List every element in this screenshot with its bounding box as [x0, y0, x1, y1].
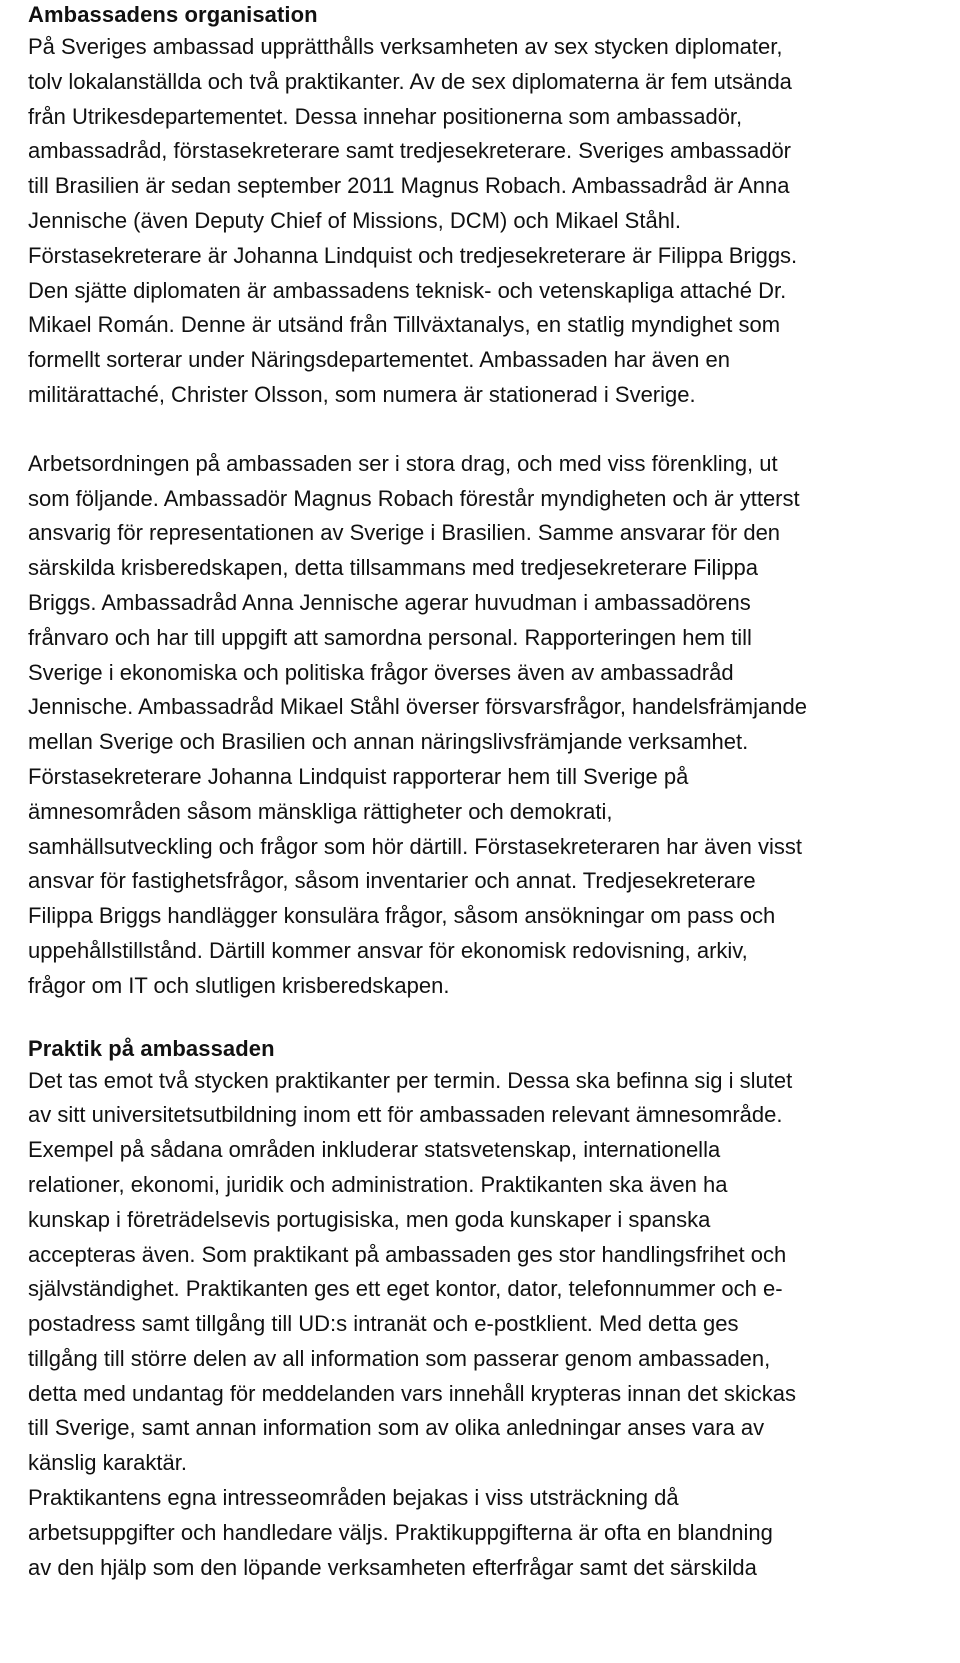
paragraph: [28, 447, 960, 1004]
paragraph: [28, 1481, 960, 1585]
text-line: mellan Sverige och Brasilien och annan näringslivsfrämjande verksamhet.: [28, 729, 749, 755]
section-ambassadens-organisation: [28, 0, 960, 1004]
text-line: ansvarig för representationen av Sverige i Brasilien. Samme ansvarar för den: [28, 520, 781, 546]
text-line: På Sveriges ambassad upprätthålls verksamheten av sex stycken diplomater,: [28, 34, 783, 59]
text-line: Filippa Briggs handlägger konsulära frågor, såsom ansökningar om pass och: [28, 903, 776, 929]
text-line: Förstasekreterare Johanna Lindquist rapporterar hem till Sverige på: [28, 763, 689, 789]
text-line: Det tas emot två stycken praktikanter per termin. Dessa ska befinna sig i slutet: [28, 1067, 793, 1093]
section-heading: Praktik på ambassaden: [28, 1035, 275, 1061]
section-heading: Ambassadens organisation: [28, 2, 318, 27]
text-line: Arbetsordningen på ambassaden ser i stora drag, och med viss förenkling, ut: [28, 450, 778, 476]
text-line: Jennische (även Deputy Chief of Missions, DCM) och Mikael Ståhl.: [28, 207, 681, 233]
text-line: till Sverige, samt annan information som av olika anledningar anses vara av: [28, 1415, 765, 1441]
text-line: Jennische. Ambassadråd Mikael Ståhl överser försvarsfrågor, handelsfrämjande: [28, 694, 807, 720]
text-line: militärattaché, Christer Olsson, som numera är stationerad i Sverige.: [28, 381, 696, 407]
text-line: av sitt universitetsutbildning inom ett för ambassaden relevant ämnesområde.: [28, 1102, 783, 1128]
text-line: ansvar för fastighetsfrågor, såsom inventarier och annat. Tredjesekreterare: [28, 868, 756, 894]
text-line: frånvaro och har till uppgift att samordna personal. Rapporteringen hem till: [28, 624, 752, 650]
text-line: Exempel på sådana områden inkluderar statsvetenskap, internationella: [28, 1137, 721, 1163]
text-line: Förstasekreterare är Johanna Lindquist och tredjesekreterare är Filippa Briggs.: [28, 242, 798, 268]
text-line: Briggs. Ambassadråd Anna Jennische agerar huvudman i ambassadörens: [28, 589, 751, 615]
text-line: Sverige i ekonomiska och politiska frågor överses även av ambassadråd: [28, 659, 734, 685]
text-line: som följande. Ambassadör Magnus Robach förestår myndigheten och är ytterst: [28, 485, 800, 511]
text-line: från Utrikesdepartementet. Dessa innehar positionerna som ambassadör,: [28, 103, 743, 129]
section-praktik-pa-ambassaden: [28, 1034, 960, 1586]
text-line: särskilda krisberedskapen, detta tillsammans med tredjesekreterare Filippa: [28, 555, 758, 581]
text-line: uppehållstillstånd. Därtill kommer ansvar för ekonomisk redovisning, arkiv,: [28, 937, 748, 963]
text-line: postadress samt tillgång till UD:s intranät och e-postklient. Med detta ges: [28, 1311, 739, 1337]
text-line: självständighet. Praktikanten ges ett eget kontor, dator, telefonnummer och e-: [28, 1276, 783, 1302]
text-line: Den sjätte diplomaten är ambassadens teknisk- och vetenskapliga attaché Dr.: [28, 277, 787, 303]
text-line: detta med undantag för meddelanden vars innehåll krypteras innan det skickas: [28, 1380, 797, 1406]
text-line: accepteras även. Som praktikant på ambassaden ges stor handlingsfrihet och: [28, 1241, 787, 1267]
text-line: Praktikantens egna intresseområden bejakas i viss utsträckning då: [28, 1485, 679, 1511]
text-line: tolv lokalanställda och två praktikanter. Av de sex diplomaterna är fem utsända: [28, 68, 792, 94]
text-line: till Brasilien är sedan september 2011 Magnus Robach. Ambassadråd är Anna: [28, 173, 790, 199]
text-line: ämnesområden såsom mänskliga rättigheter och demokrati,: [28, 798, 613, 824]
text-line: kunskap i företrädelsevis portugisiska, men goda kunskaper i spanska: [28, 1206, 711, 1232]
text-line: samhällsutveckling och frågor som hör därtill. Förstasekreteraren har även visst: [28, 833, 802, 859]
text-line: formellt sorterar under Näringsdepartementet. Ambassaden har även en: [28, 347, 730, 373]
paragraph: [28, 1064, 960, 1482]
text-line: relationer, ekonomi, juridik och administration. Praktikanten ska även ha: [28, 1171, 728, 1197]
text-line: ambassadråd, förstasekreterare samt tredjesekreterare. Sveriges ambassadör: [28, 138, 792, 164]
text-line: Mikael Román. Denne är utsänd från Tillväxtanalys, en statlig myndighet som: [28, 312, 781, 338]
text-line: arbetsuppgifter och handledare väljs. Praktikuppgifterna är ofta en blandning: [28, 1519, 773, 1545]
text-line: frågor om IT och slutligen krisberedskapen.: [28, 972, 450, 998]
paragraph: [28, 30, 960, 413]
text-line: tillgång till större delen av all information som passerar genom ambassaden,: [28, 1345, 771, 1371]
text-line: av den hjälp som den löpande verksamheten efterfrågar samt det särskilda: [28, 1554, 757, 1580]
text-line: känslig karaktär.: [28, 1450, 187, 1476]
